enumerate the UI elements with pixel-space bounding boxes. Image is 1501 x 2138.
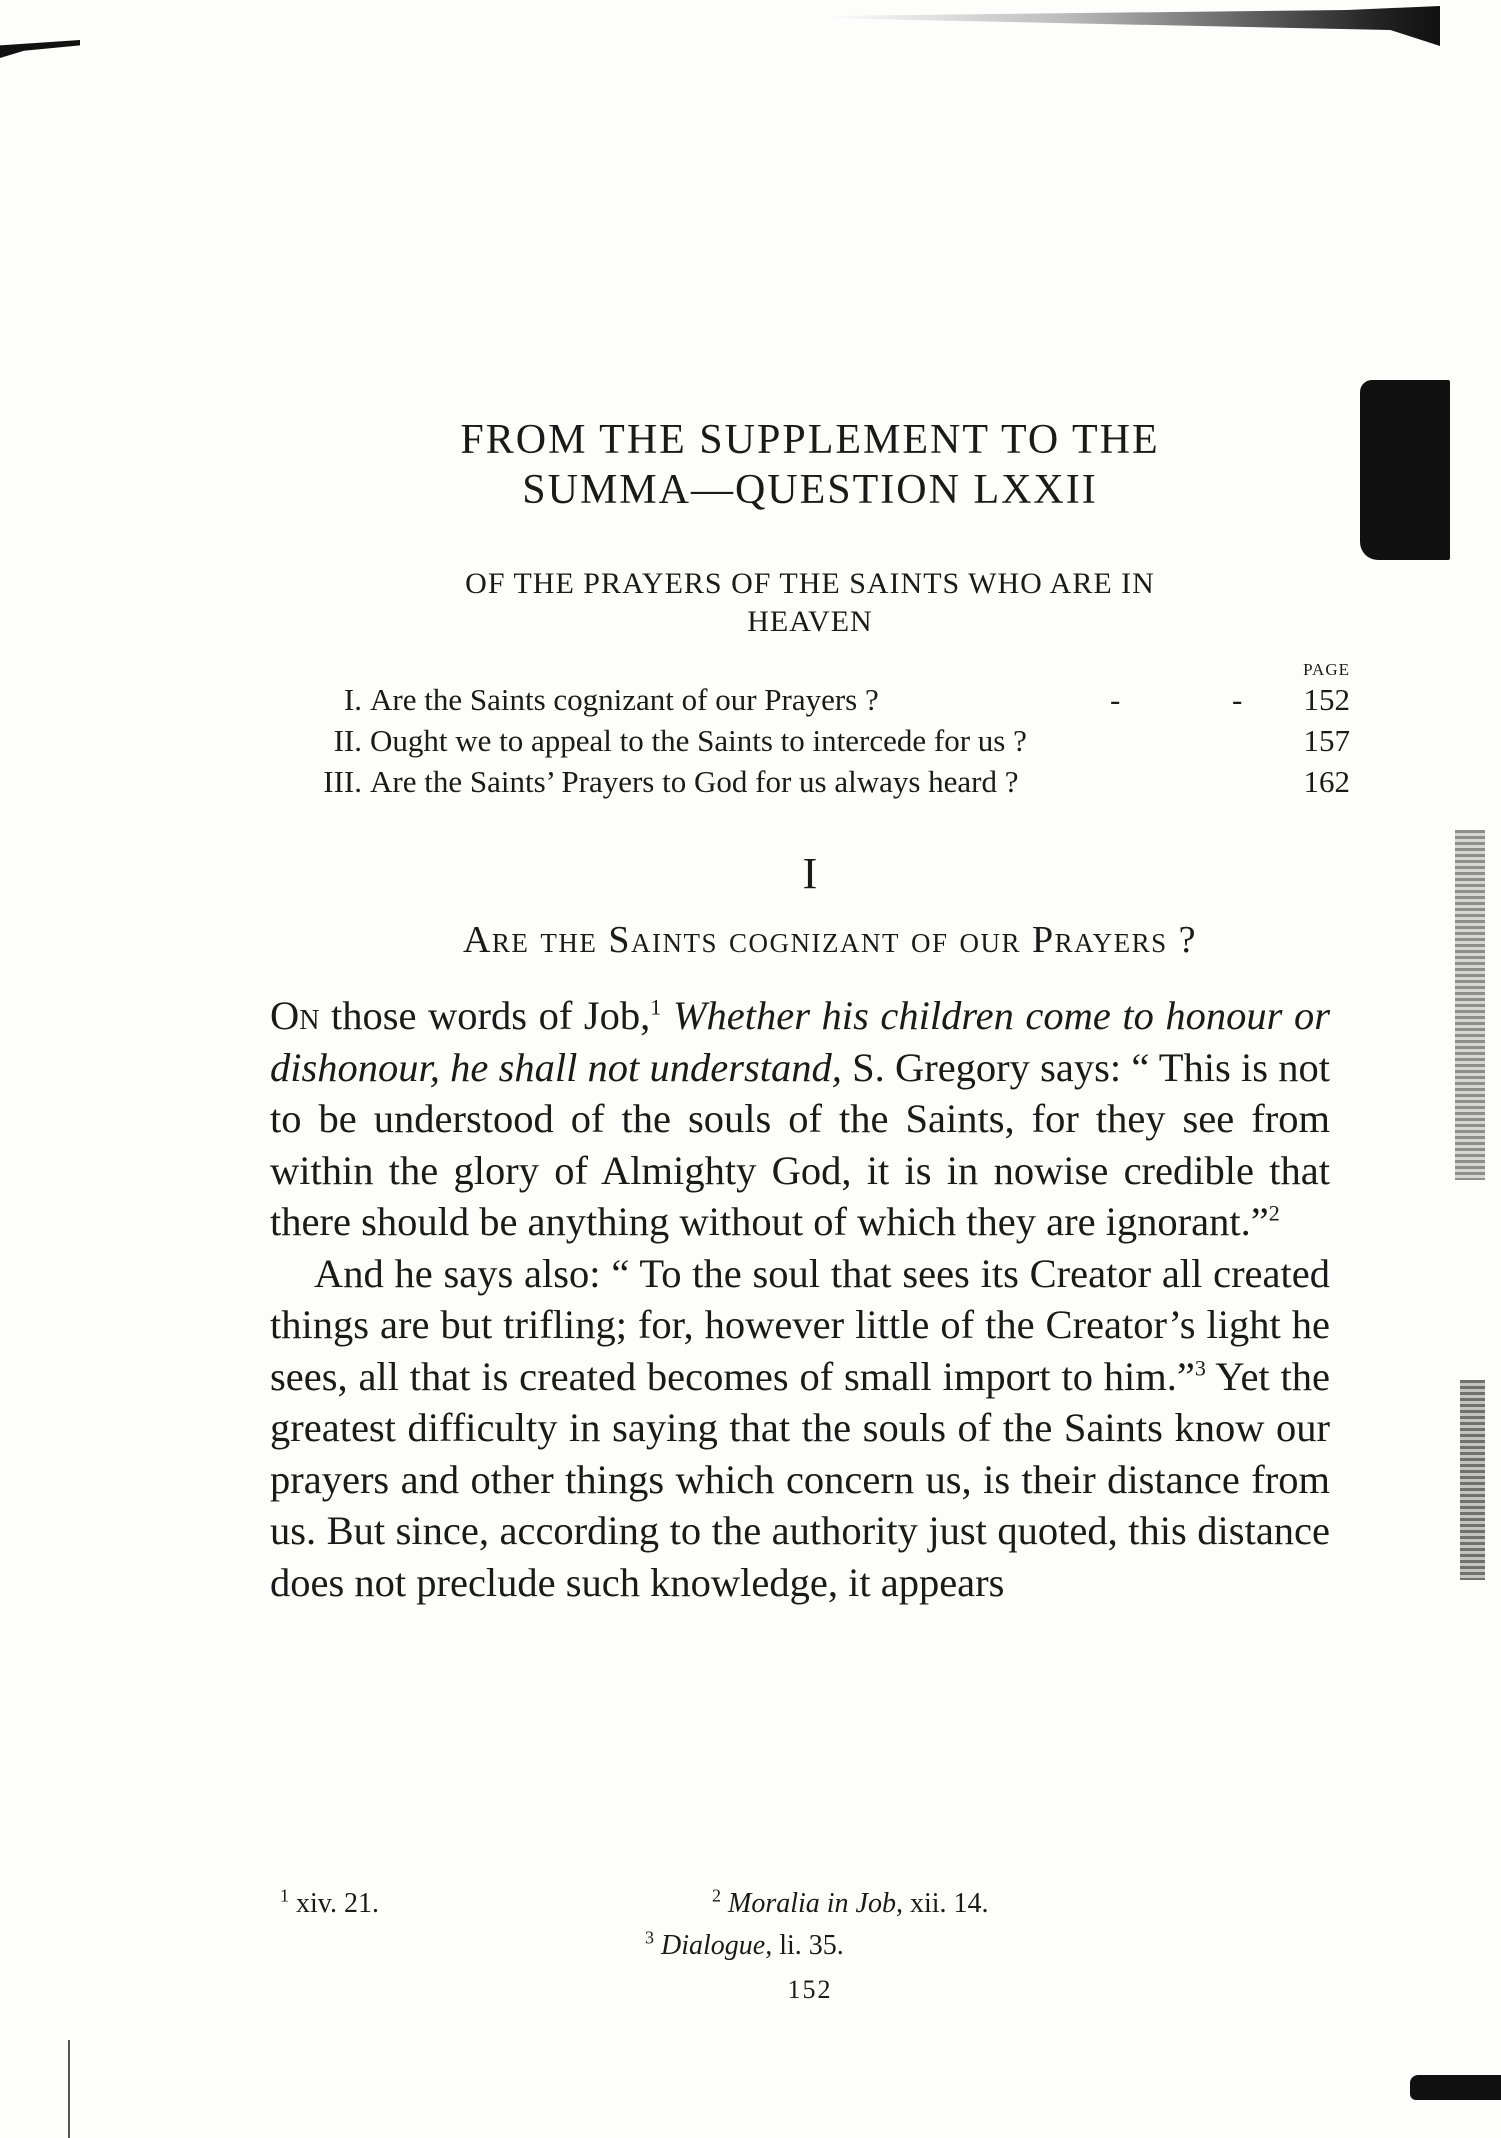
title-line-1: FROM THE SUPPLEMENT TO THE [460,417,1160,463]
paragraph-2 [270,1248,1330,1609]
scan-artifact-bottom-right [1410,2075,1501,2100]
page-subtitle [270,565,1350,641]
scan-artifact-right-edge [1455,830,1485,1180]
footnote-text: li. 35. [772,1930,844,1961]
toc-number: I. [343,682,362,717]
toc-page-label: PAGE [1303,660,1350,679]
toc-leader: - [1232,682,1243,717]
toc-page-number: 152 [1303,682,1350,717]
footnote-1 [280,1885,379,1920]
toc-page-number: 162 [1303,764,1350,799]
page-number: 152 [787,1975,833,2004]
toc-question: Are the Saints cognizant of our Prayers ? [370,682,879,717]
text-run: Yet the greatest difficulty in saying that the souls of the Saints know our prayers and other things which concern us, is their distance from us. But since, according to the authority just quoted, this distance does not preclude such knowledge, it appears [270,1353,1330,1605]
toc-number: III. [323,764,362,799]
scan-artifact-top-left [0,40,80,58]
footnote-source: Moralia in Job, [728,1888,903,1919]
paragraph-1 [270,990,1330,1248]
scan-artifact-bottom-left [68,2040,70,2138]
body-text [270,990,1330,1608]
footnote-source: Dialogue, [661,1930,773,1961]
footnote-mark: 1 [280,1885,289,1906]
footnote-2 [712,1885,989,1920]
footnote-mark: 2 [712,1885,721,1906]
toc-row [270,723,1350,763]
toc-row [270,682,1350,722]
text-run: And he says also: “ To the soul that sees its Creator all created things are but trifling; for, however little of the Creator’s light he sees, all that is created becomes of small import to him.” [270,1250,1330,1399]
job-quotation: Whether his children come to honour or dishonour, he shall not understand, [270,993,1330,1090]
footnote-3 [645,1927,844,1962]
scan-artifact-right-block [1360,380,1450,560]
drop-word: On [270,993,320,1038]
footnote-text: xiv. 21. [296,1888,379,1919]
toc-question: Ought we to appeal to the Saints to intercede for us ? [370,723,1027,758]
scan-artifact-top-edge [820,6,1440,46]
page-title [270,415,1350,515]
footnote-text: xii. 14. [903,1888,989,1919]
toc-number: II. [333,723,362,758]
title-line-2: SUMMA—QUESTION LXXII [522,467,1098,513]
toc-question: Are the Saints’ Prayers to God for us always heard ? [370,764,1019,799]
footnote-ref-2[interactable]: 2 [1268,1200,1280,1226]
toc-row [270,764,1350,804]
subtitle-line-2: HEAVEN [747,605,873,638]
text-run: those words of Job, [319,993,651,1038]
subtitle-line-1: OF THE PRAYERS OF THE SAINTS WHO ARE IN [465,567,1155,600]
footnote-ref-1[interactable]: 1 [650,994,662,1020]
footnote-ref-3[interactable]: 3 [1194,1355,1206,1380]
text-run: S. Gregory says: “ This is not to be understood of the souls of the Saints, for they see from within the glory of Almighty God, it is in nowise credible that there should be anything without of which they are ignorant.” [270,1044,1331,1244]
toc-page-number: 157 [1303,723,1350,758]
scan-artifact-right-edge-lower [1460,1380,1485,1580]
section-title: Are the Saints cognizant of our Prayers ? [462,919,1198,961]
footnote-mark: 3 [645,1927,654,1948]
section-number: I [802,849,818,898]
toc-leader: - [1110,682,1121,717]
